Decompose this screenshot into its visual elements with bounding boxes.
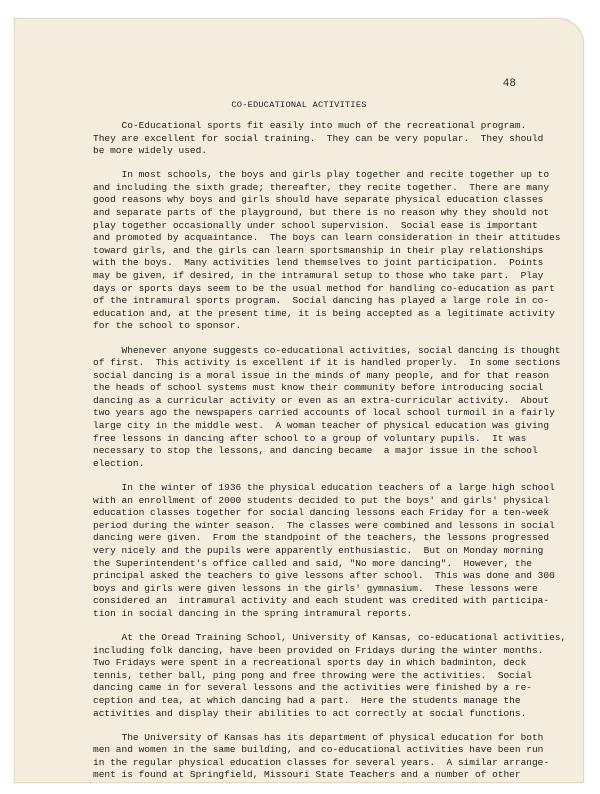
text-line: boys and girls were given lessons in the girls' gymnasium. These lessons were	[93, 582, 538, 594]
text-line: with the boys. Many activities lend themselves to joint participation. Points	[93, 257, 544, 269]
document-body	[93, 120, 583, 794]
paragraph	[93, 732, 583, 782]
text-line: for the school to sponsor.	[93, 320, 242, 332]
text-line: principal asked the teachers to give lessons after school. This was done and 300	[93, 570, 555, 582]
text-line: good reasons why boys and girls should have separate physical education classes	[93, 194, 544, 206]
text-line: The University of Kansas has its department of physical education for both	[93, 731, 544, 743]
text-line: very nicely and the pupils were apparently enthusiastic. But on Monday morning	[93, 544, 544, 556]
text-line: and including the sixth grade; thereafter, they recite together. There are many	[93, 181, 550, 193]
text-line: election.	[93, 457, 145, 469]
text-line: Whenever anyone suggests co-educational activities, social dancing is thought	[93, 344, 561, 356]
text-line: necessary to stop the lessons, and dancing became a major issue in the school	[93, 445, 538, 457]
text-line: free lessons in dancing after school to a group of voluntary pupils. It was	[93, 432, 527, 444]
text-line: and separate parts of the playground, but there is no reason why they should not	[93, 207, 550, 219]
text-line: period during the winter season. The classes were combined and lessons in social	[93, 519, 555, 531]
paragraph	[93, 632, 583, 720]
text-line: ment is found at Springfield, Missouri State Teachers and a number of other	[93, 769, 521, 781]
text-line: large city in the middle west. A woman teacher of physical education was giving	[93, 420, 550, 432]
text-line: in the regular physical education classes for several years. A similar arrange-	[93, 756, 550, 768]
text-line: with an enrollment of 2000 students decided to put the boys' and girls' physical	[93, 494, 550, 506]
text-line: dancing as a curricular activity or even as an extra-curricular activity. About	[93, 394, 550, 406]
paragraph	[93, 169, 583, 333]
text-line: considered an intramural activity and each student was credited with participa-	[93, 595, 550, 607]
text-line: activities and display their abilities to act correctly at social functions.	[93, 707, 527, 719]
paragraph	[93, 345, 583, 471]
text-line: the heads of school systems must know their community before introducing social	[93, 382, 544, 394]
document-page	[14, 18, 584, 783]
text-line: At the Oread Training School, University of Kansas, co-educational activities,	[93, 631, 567, 643]
text-line: of the intramural sports program. Social dancing has played a large role in co-	[93, 295, 550, 307]
text-line: social dancing is a moral issue in the minds of many people, and for that reason	[93, 369, 550, 381]
text-line: In the winter of 1936 the physical education teachers of a large high school	[93, 481, 555, 493]
paragraph	[93, 120, 583, 158]
paragraph	[93, 482, 583, 621]
text-line: may be given, if desired, in the intramural setup to those who take part. Play	[93, 270, 544, 282]
text-line: ception and tea, at which dancing had a part. Here the students manage the	[93, 694, 521, 706]
text-line: days or sports days seem to be the usual method for handling co-education as part	[93, 282, 555, 294]
text-line: the Superintendent's office called and said, "No more dancing". However, the	[93, 557, 532, 569]
text-line: toward girls, and the girls can learn sportsmanship in their play relationships	[93, 244, 544, 256]
page-number: 48	[502, 78, 516, 90]
text-line: Co-Educational sports fit easily into much of the recreational program.	[93, 120, 527, 131]
text-line: including folk dancing, have been provided on Fridays during the winter months.	[93, 644, 544, 656]
text-line: education and, at the present time, it is being accepted as a legitimate activity	[93, 307, 555, 319]
text-line: dancing came in for several lessons and the activities were finished by a re-	[93, 682, 532, 694]
page-title: CO-EDUCATIONAL ACTIVITIES	[231, 100, 367, 110]
text-line: be more widely used.	[93, 145, 208, 157]
text-line: tion in social dancing in the spring intramural reports.	[93, 607, 413, 619]
text-line: They are excellent for social training. They can be very popular. They should	[93, 132, 544, 144]
text-line: two years ago the newspapers carried accounts of local school turmoil in a fairly	[93, 407, 555, 419]
text-line: and promoted by acquaintance. The boys can learn consideration in their attitudes	[93, 232, 561, 244]
text-line: education classes together for social dancing lessons each Friday for a ten-week	[93, 507, 550, 519]
text-line: play together occasionally under school supervision. Social ease is important	[93, 219, 538, 231]
text-line: In most schools, the boys and girls play together and recite together up to	[93, 169, 550, 181]
text-line: tennis, tether ball, ping pong and free throwing were the activities. Social	[93, 669, 532, 681]
text-line: of first. This activity is excellent if it is handled properly. In some sections	[93, 357, 561, 369]
text-line: men and women in the same building, and co-educational activities have been run	[93, 744, 544, 756]
text-line: Two Fridays were spent in a recreational sports day in which badminton, deck	[93, 657, 527, 669]
text-line: dancing were given. From the standpoint of the teachers, the lessons progressed	[93, 532, 550, 544]
